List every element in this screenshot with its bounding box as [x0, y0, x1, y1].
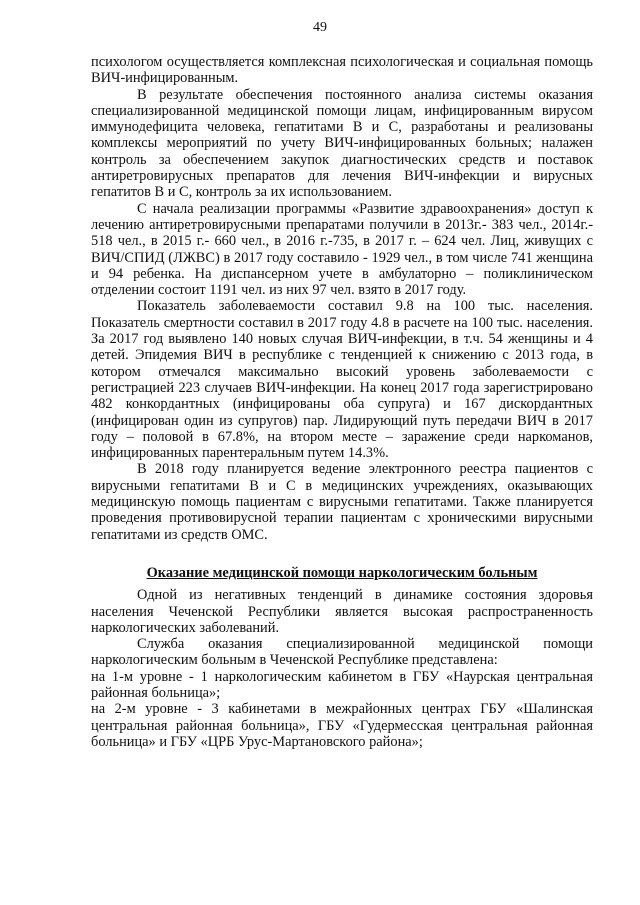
paragraph-trend: Одной из негативных тенденций в динамике состояния здоровья населения Чеченской Республики является высокая распространенность наркологических заболеваний.: [91, 587, 593, 636]
paragraph-analysis: В результате обеспечения постоянного анализа системы оказания специализированной медицинской помощи лицам, инфицированным вирусом иммунодефицита человека, гепатитами В и С, разработаны и реализованы комплексы мероприятий по учету ВИЧ-инфицированных больных; налажен контроль за обеспечением закупок диагностических средств и поставок антиретровирусных препаратов для лечения ВИЧ-инфекции и вирусных гепатитов В и С, контроль за их использованием.: [91, 86, 593, 201]
section-heading: Оказание медицинской помощи наркологическим больным: [146, 564, 538, 581]
paragraph-registry-plan: В 2018 году планируется ведение электронного реестра пациентов с вирусными гепатитами В и С в медицинских учреждениях, оказывающих медицинскую помощь пациентам с вирусными гепатитами. Также планируется проведения противовирусной терапии пациентам с хроническими вирусными гепатитами из средств ОМС.: [91, 461, 593, 543]
list-item-level-2: на 2-м уровне - 3 кабинетами в межрайонных центрах ГБУ «Шалинская центральная районная больница», ГБУ «Гудермесская центральная районная больница» и ГБУ «ЦРБ Урус-Мартановского района»;: [91, 701, 593, 750]
list-item-level-1: на 1-м уровне - 1 наркологическим кабинетом в ГБУ «Наурская центральная районная больница»;: [91, 668, 593, 701]
paragraph-continuation: психологом осуществляется комплексная психологическая и социальная помощь ВИЧ-инфицированным.: [91, 54, 593, 87]
paragraph-incidence: Показатель заболеваемости составил 9.8 на 100 тыс. населения. Показатель смертности составил в 2017 году 4.8 в расчете на 100 тыс. населения. За 2017 год выявлено 140 новых случая ВИЧ-инфекции, в т.ч. 54 женщины и 4 детей. Эпидемия ВИЧ в республике с тенденцией к снижению с 2013 года, в котором отмечался максимально высокий уровень заболеваемости с регистрацией 223 случаев ВИЧ-инфекции. На конец 2017 года зарегистрировано 482 конкордантных (инфицированы оба супруга) и 167 дискордантных (инфицирован один из супругов) пар. Лидирующий путь передачи ВИЧ в 2017 году – половой в 67.8%, на втором месте – заражение среди наркоманов, инфицированных парентеральным путем 14.3%.: [91, 298, 593, 462]
paragraph-program: С начала реализации программы «Развитие здравоохранения» доступ к лечению антиретровирусными препаратами получили в 2013г.- 383 чел., 2014г.- 518 чел., в 2015 г.- 660 чел., в 2016 г.-735, в 2017 г. – 624 чел. Лиц, живущих с ВИЧ/СПИД (ЛЖВС) в 2017 году составило - 1929 чел., в том числе 741 женщина и 94 ребенка. На диспансерном учете в амбулаторно – поликлиническом отделении состоит 1191 чел. из них 97 чел. взято в 2017 году.: [91, 200, 593, 299]
page-number: 49: [313, 20, 327, 35]
document-body: [91, 54, 593, 750]
paragraph-service: Служба оказания специализированной медицинской помощи наркологическим больным в Чеченской Республике представлена:: [91, 636, 593, 669]
